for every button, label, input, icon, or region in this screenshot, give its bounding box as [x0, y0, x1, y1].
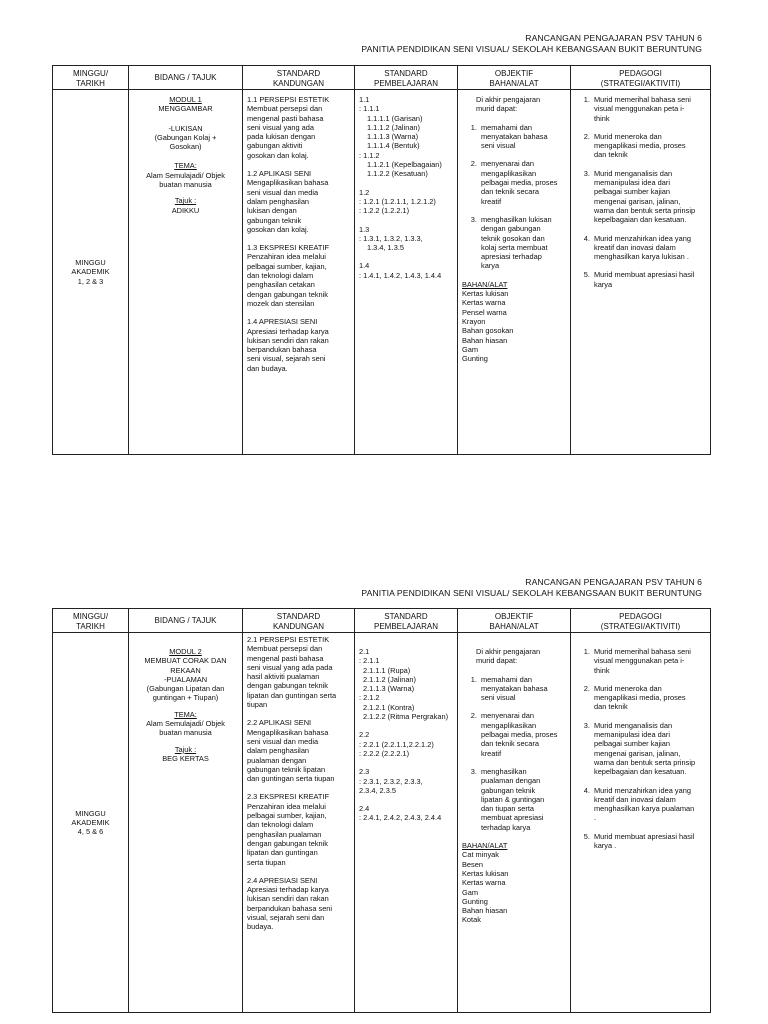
tajuk-value: BEG KERTAS	[162, 753, 209, 763]
col-header-bidang: BIDANG / TAJUK	[129, 66, 243, 90]
col-header-sp: STANDARD PEMBELAJARAN	[355, 609, 458, 633]
list-item: 1. memahami dan menyatakan bahasa seni visual	[479, 675, 566, 703]
minggu-cell: MINGGU AKADEMIK 1, 2 & 3	[53, 90, 129, 455]
list-item: 1. Murid memerihal bahasa seni visual menggunakan peta i- think	[592, 647, 706, 675]
col-header-minggu: MINGGU/ TARIKH	[53, 66, 129, 90]
lesson-plan-table	[52, 65, 711, 455]
objektif-cell: Di akhir pengajaran murid dapat: 1. memahami dan menyatakan bahasa seni visual 2. menyenarai dan mengaplikasikan pelbagai media, proses dan teknik secara kreatif 3. menghasilkan lukisan dengan gabungan teknik gosokan dan kolaj serta membuat apresiasi terhadap karya BAHAN/ALAT Kertas lukisan Kertas warna Pensel warna Krayon Bahan gosokan Bahan hiasan Gam Gunting	[458, 90, 571, 455]
bidang-cell: MODUL 1 MENGGAMBAR -LUKISAN (Gabungan Kolaj + Gosokan) TEMA: Alam Semulajadi/ Objek buatan manusia Tajuk : ADIKKU	[129, 90, 243, 455]
col-header-pedagogi: PEDAGOGI (STRATEGI/AKTIVITI)	[571, 609, 711, 633]
sp-cell: 2.1 : 2.1.1 2.1.1.1 (Rupa) 2.1.1.2 (Jalinan) 2.1.1.3 (Warna) : 2.1.2 2.1.2.1 (Kontra) 2.1.2.2 (Ritma Pergrakan) 2.2 : 2.2.1 (2.2.1.1,2.2.1.2) : 2.2.2 (2.2.2.1) 2.3 : 2.3.1, 2.3.2, 2.3.3, 2.3.4, 2.3.5 2.4 : 2.4.1, 2.4.2, 2.4.3, 2.4.4	[355, 633, 458, 1013]
tema-label: TEMA:	[174, 161, 197, 171]
bahan-list: Kertas lukisan Kertas warna Pensel warna Krayon Bahan gosokan Bahan hiasan Gam Gunting	[462, 289, 514, 364]
pedagogy-list	[575, 647, 706, 850]
header-title: RANCANGAN PENGAJARAN PSV TAHUN 6	[525, 577, 702, 587]
list-item: 4. Murid menzahirkan idea yang kreatif dan inovasi dalam menghasilkan karya pualaman .	[592, 786, 706, 823]
modul-title: MODUL 2	[169, 647, 202, 656]
col-header-sk: STANDARD KANDUNGAN	[243, 609, 355, 633]
bahan-label: BAHAN/ALAT	[462, 841, 508, 851]
col-header-minggu: MINGGU/ TARIKH	[53, 609, 129, 633]
list-item: 1. memahami dan menyatakan bahasa seni visual	[479, 123, 566, 151]
header-title: RANCANGAN PENGAJARAN PSV TAHUN 6	[525, 33, 702, 43]
col-header-pedagogi: PEDAGOGI (STRATEGI/AKTIVITI)	[571, 66, 711, 90]
bahan-label: BAHAN/ALAT	[462, 279, 508, 289]
lesson-plan-table	[52, 608, 711, 1013]
pedagogy-list	[575, 95, 706, 289]
list-item: 2. Murid meneroka dan mengaplikasi media, proses dan teknik	[592, 684, 706, 712]
tajuk-label: Tajuk :	[174, 196, 197, 206]
modul-title: MODUL 1	[169, 95, 202, 104]
col-header-objektif: OBJEKTIF BAHAN/ALAT	[458, 609, 571, 633]
col-header-objektif: OBJEKTIF BAHAN/ALAT	[458, 66, 571, 90]
tajuk-label: Tajuk :	[174, 744, 197, 754]
col-header-sk: STANDARD KANDUNGAN	[243, 66, 355, 90]
table-row	[53, 633, 711, 1013]
list-item: 2. menyenarai dan mengaplikasikan pelbagai media, proses dan teknik secara kreatif	[479, 159, 566, 205]
list-item: 2. Murid meneroka dan mengaplikasi media, proses dan teknik	[592, 132, 706, 160]
objective-list	[462, 123, 566, 271]
list-item: 3. Murid menganalisis dan memanipulasi idea dari pelbagai sumber kajian mengenai garisan, jalinan, warna dan bentuk serta prinsip kepelbagaian dan kesatuan.	[592, 169, 706, 225]
list-item: 4. Murid menzahirkan idea yang kreatif dan inovasi dalam menghasilkan karya lukisan .	[592, 234, 706, 262]
list-item: 1. Murid memerihal bahasa seni visual menggunakan peta i- think	[592, 95, 706, 123]
sk-cell: 2.1 PERSEPSI ESTETIK Membuat persepsi dan mengenal pasti bahasa seni visual yang ada pada hasil aktiviti pualaman dengan gabungan teknik lipatan dan guntingan serta tiupan 2.2 APLIKASI SENI Mengaplikasikan bahasa seni visual dan media dalam penghasilan pualaman dengan gabungan teknik lipatan dan guntingan serta tiupan 2.3 EKSPRESI KREATIF Penzahiran idea melalui pelbagai sumber, kajian, dan teknologi dalam penghasilan pualaman dengan gabungan teknik lipatan dan guntingan serta tiupan 2.4 APRESIASI SENI Apresiasi terhadap karya lukisan sendiri dan rakan berpandukan bahasa seni visual, sejarah seni dan budaya.	[243, 633, 355, 1013]
sk-cell: 1.1 PERSEPSI ESTETIK Membuat persepsi dan mengenal pasti bahasa seni visual yang ada pada lukisan dengan gabungan aktiviti gosokan dan kolaj. 1.2 APLIKASI SENI Mengaplikasikan bahasa seni visual dan media dalam penghasilan lukisan dengan gabungan teknik gosokan dan kolaj. 1.3 EKSPRESI KREATIF Penzahiran idea melalui pelbagai sumber, kajian, dan teknologi dalam penghasilan cetakan dengan gabungan teknik mozek dan stensilan 1.4 APRESIASI SENI Apresiasi terhadap karya lukisan sendiri dan rakan berpandukan bahasa seni visual, sejarah seni dan budaya.	[243, 90, 355, 455]
table-row	[53, 90, 711, 455]
list-item: 2. menyenarai dan mengaplikasikan pelbagai media, proses dan teknik secara kreatif	[479, 711, 566, 757]
pedagogi-cell	[571, 90, 711, 455]
objective-list	[462, 675, 566, 832]
bidang-cell: MODUL 2 MEMBUAT CORAK DAN REKAAN -PUALAMAN (Gabungan Lipatan dan guntingan + Tiupan) TEMA: Alam Semulajadi/ Objek buatan manusia Tajuk : BEG KERTAS	[129, 633, 243, 1013]
col-header-bidang: BIDANG / TAJUK	[129, 609, 243, 633]
header-subtitle: PANITIA PENDIDIKAN SENI VISUAL/ SEKOLAH KEBANGSAAN BUKIT BERUNTUNG	[361, 588, 702, 598]
table-header-row	[53, 609, 711, 633]
tajuk-value: ADIKKU	[171, 205, 200, 215]
list-item: 3. Murid menganalisis dan memanipulasi idea dari pelbagai sumber kajian mengenai garisan, jalinan, warna dan bentuk serta prinsip kepelbagaian dan kesatuan.	[592, 721, 706, 777]
tema-label: TEMA:	[174, 709, 197, 719]
sp-cell: 1.1 : 1.1.1 1.1.1.1 (Garisan) 1.1.1.2 (Jalinan) 1.1.1.3 (Warna) 1.1.1.4 (Bentuk) : 1.1.2 1.1.2.1 (Kepelbagaian) 1.1.2.2 (Kesatuan) 1.2 : 1.2.1 (1.2.1.1, 1.2.1.2) : 1.2.2 (1.2.2.1) 1.3 : 1.3.1, 1.3.2, 1.3.3, 1.3.4, 1.3.5 1.4 : 1.4.1, 1.4.2, 1.4.3, 1.4.4	[355, 90, 458, 455]
page-header	[361, 33, 702, 55]
objektif-cell: Di akhir pengajaran murid dapat: 1. memahami dan menyatakan bahasa seni visual 2. menyenarai dan mengaplikasikan pelbagai media, proses dan teknik secara kreatif 3. menghasilkan pualaman dengan gabungan teknik lipatan & guntingan dan tiupan serta membuat apresiasi terhadap karya BAHAN/ALAT Cat minyak Besen Kertas lukisan Kertas warna Gam Gunting Bahan hiasan Kotak	[458, 633, 571, 1013]
bahan-list: Cat minyak Besen Kertas lukisan Kertas warna Gam Gunting Bahan hiasan Kotak	[462, 850, 509, 925]
col-header-sp: STANDARD PEMBELAJARAN	[355, 66, 458, 90]
list-item: 3. menghasilkan pualaman dengan gabungan teknik lipatan & guntingan dan tiupan serta membuat apresiasi terhadap karya	[479, 767, 566, 832]
table-header-row	[53, 66, 711, 90]
header-subtitle: PANITIA PENDIDIKAN SENI VISUAL/ SEKOLAH KEBANGSAAN BUKIT BERUNTUNG	[361, 44, 702, 54]
page-header	[361, 577, 702, 599]
list-item: 5. Murid membuat apresiasi hasil karya	[592, 270, 706, 289]
minggu-cell: MINGGU AKADEMIK 4, 5 & 6	[53, 633, 129, 1013]
list-item: 3. menghasilkan lukisan dengan gabungan teknik gosokan dan kolaj serta membuat apresiasi terhadap karya	[479, 215, 566, 271]
list-item: 5. Murid membuat apresiasi hasil karya .	[592, 832, 706, 851]
pedagogi-cell	[571, 633, 711, 1013]
